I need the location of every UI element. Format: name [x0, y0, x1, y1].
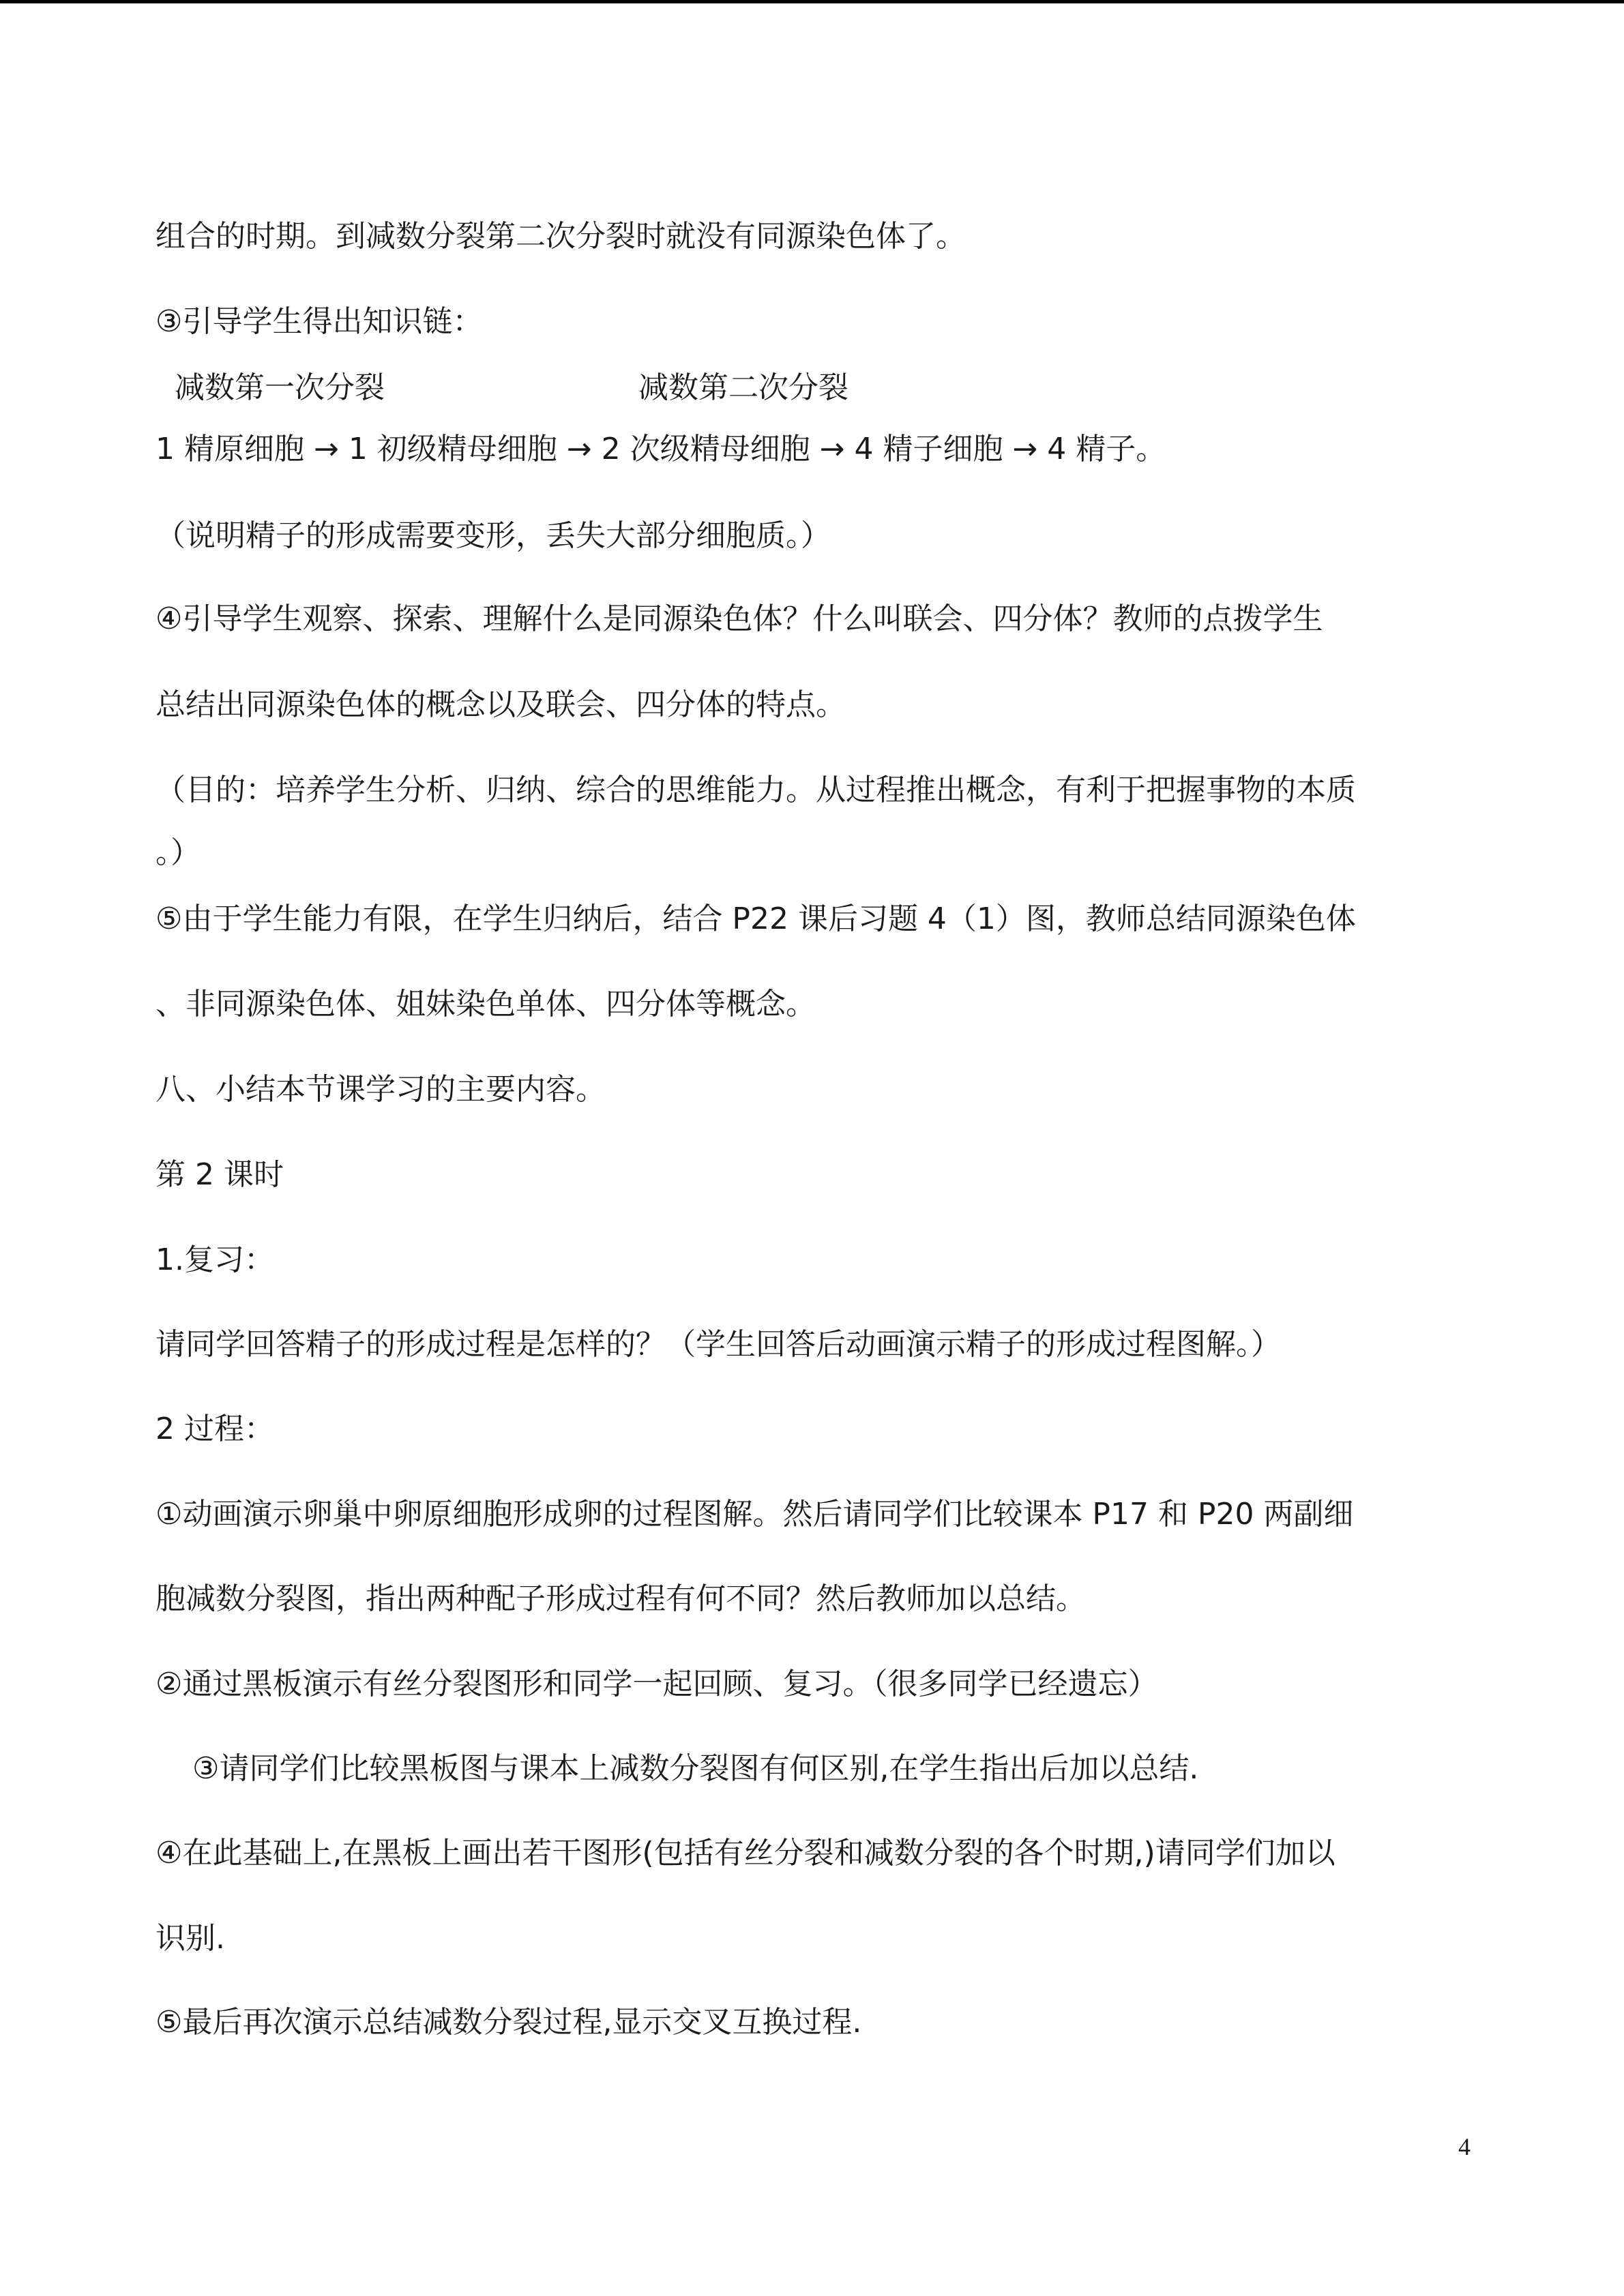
text-line: ③引导学生得出知识链：	[156, 304, 483, 339]
text-line: （说明精子的形成需要变形，丢失大部分细胞质。）	[156, 518, 831, 553]
section-heading: 八、小结本节课学习的主要内容。	[156, 1072, 606, 1107]
text-line: 请同学回答精子的形成过程是怎样的？（学生回答后动画演示精子的形成过程图解。）	[156, 1327, 1281, 1362]
meiosis-first-division-label: 减数第一次分裂	[175, 370, 385, 405]
text-line: ④在此基础上,在黑板上画出若干图形(包括有丝分裂和减数分裂的各个时期,)请同学们加以	[156, 1836, 1335, 1870]
text-line: 。）	[156, 835, 201, 870]
text-line: ④引导学生观察、探索、理解什么是同源染色体？什么叫联会、四分体？教师的点拨学生	[156, 601, 1323, 636]
text-line: 1.复习：	[156, 1242, 274, 1277]
text-line: 、非同源染色体、姐妹染色单体、四分体等概念。	[156, 987, 816, 1022]
top-border	[0, 0, 1624, 3]
text-line: 2 过程：	[156, 1412, 274, 1446]
knowledge-chain: 1 精原细胞 → 1 初级精母细胞 → 2 次级精母细胞 → 4 精子细胞 → 4 精子。	[156, 432, 1166, 466]
meiosis-second-division-label: 减数第二次分裂	[638, 370, 848, 405]
text-line: ⑤最后再次演示总结减数分裂过程,显示交叉互换过程.	[156, 2005, 862, 2040]
text-line: ③请同学们比较黑板图与课本上减数分裂图有何区别,在学生指出后加以总结.	[192, 1751, 1199, 1786]
text-line: 总结出同源染色体的概念以及联会、四分体的特点。	[156, 687, 846, 722]
text-line: ①动画演示卵巢中卵原细胞形成卵的过程图解。然后请同学们比较课本 P17 和 P20 两副细	[156, 1497, 1354, 1532]
text-line: （目的：培养学生分析、归纳、综合的思维能力。从过程推出概念，有利于把握事物的本质	[156, 773, 1356, 807]
text-line: 胞减数分裂图，指出两种配子形成过程有何不同？然后教师加以总结。	[156, 1581, 1086, 1616]
text-line: ⑤由于学生能力有限，在学生归纳后，结合 P22 课后习题 4（1）图，教师总结同源染色体	[156, 901, 1356, 936]
text-line: 组合的时期。到减数分裂第二次分裂时就没有同源染色体了。	[156, 219, 966, 254]
lesson-heading: 第 2 课时	[156, 1157, 284, 1192]
text-line: 识别.	[156, 1921, 225, 1956]
text-line: ②通过黑板演示有丝分裂图形和同学一起回顾、复习。（很多同学已经遗忘）	[156, 1667, 1158, 1701]
page-number: 4	[1458, 2133, 1471, 2160]
